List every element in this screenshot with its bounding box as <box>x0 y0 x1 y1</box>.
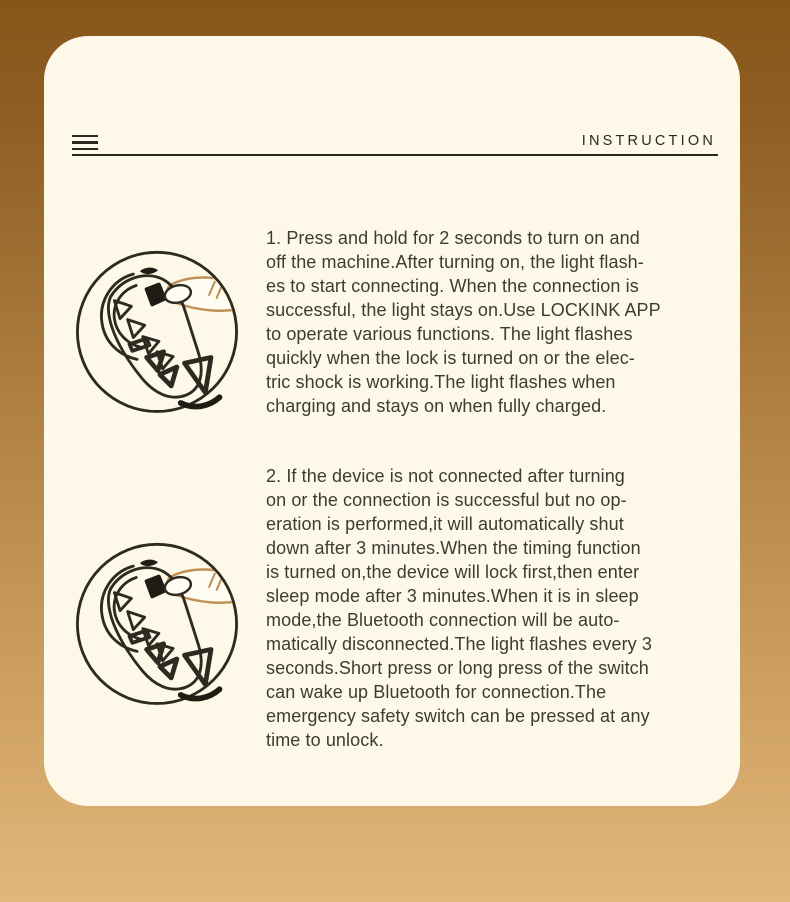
instruction-step-1-text: 1. Press and hold for 2 seconds to turn on and off the machine.After turning on, the light flash- es to start connecting. When the connection is successful, the light stays on.Use LOCKINK APP to operate various functions. The light flashes quickly when the lock is turned on or the elec- tric shock is working.The light flashes when charging and stays on when fully charged. <box>266 228 661 416</box>
header-divider <box>72 154 718 156</box>
hamburger-line <box>72 148 98 150</box>
instruction-step-2-text: 2. If the device is not connected after turning on or the connection is successful but no op- eration is performed,it will automatically shut down after 3 minutes.When the timing function is turned on,the device will lock first,then enter sleep mode after 3 minutes.When it is in sleep mode,the Bluetooth connection will be auto- matically disconnected.The light flashes every 3 seconds.Short press or long press of the switch can wake up Bluetooth for connection.The emergency safety switch can be pressed at any time to unlock. <box>266 466 652 750</box>
page-title: INSTRUCTION <box>581 133 716 149</box>
hamburger-menu-icon[interactable] <box>72 135 98 150</box>
device-button-press-illustration-1 <box>67 240 247 420</box>
device-button-press-illustration-2 <box>67 532 247 712</box>
hamburger-line <box>72 141 98 143</box>
instruction-card <box>44 36 740 806</box>
hamburger-line <box>72 135 98 137</box>
